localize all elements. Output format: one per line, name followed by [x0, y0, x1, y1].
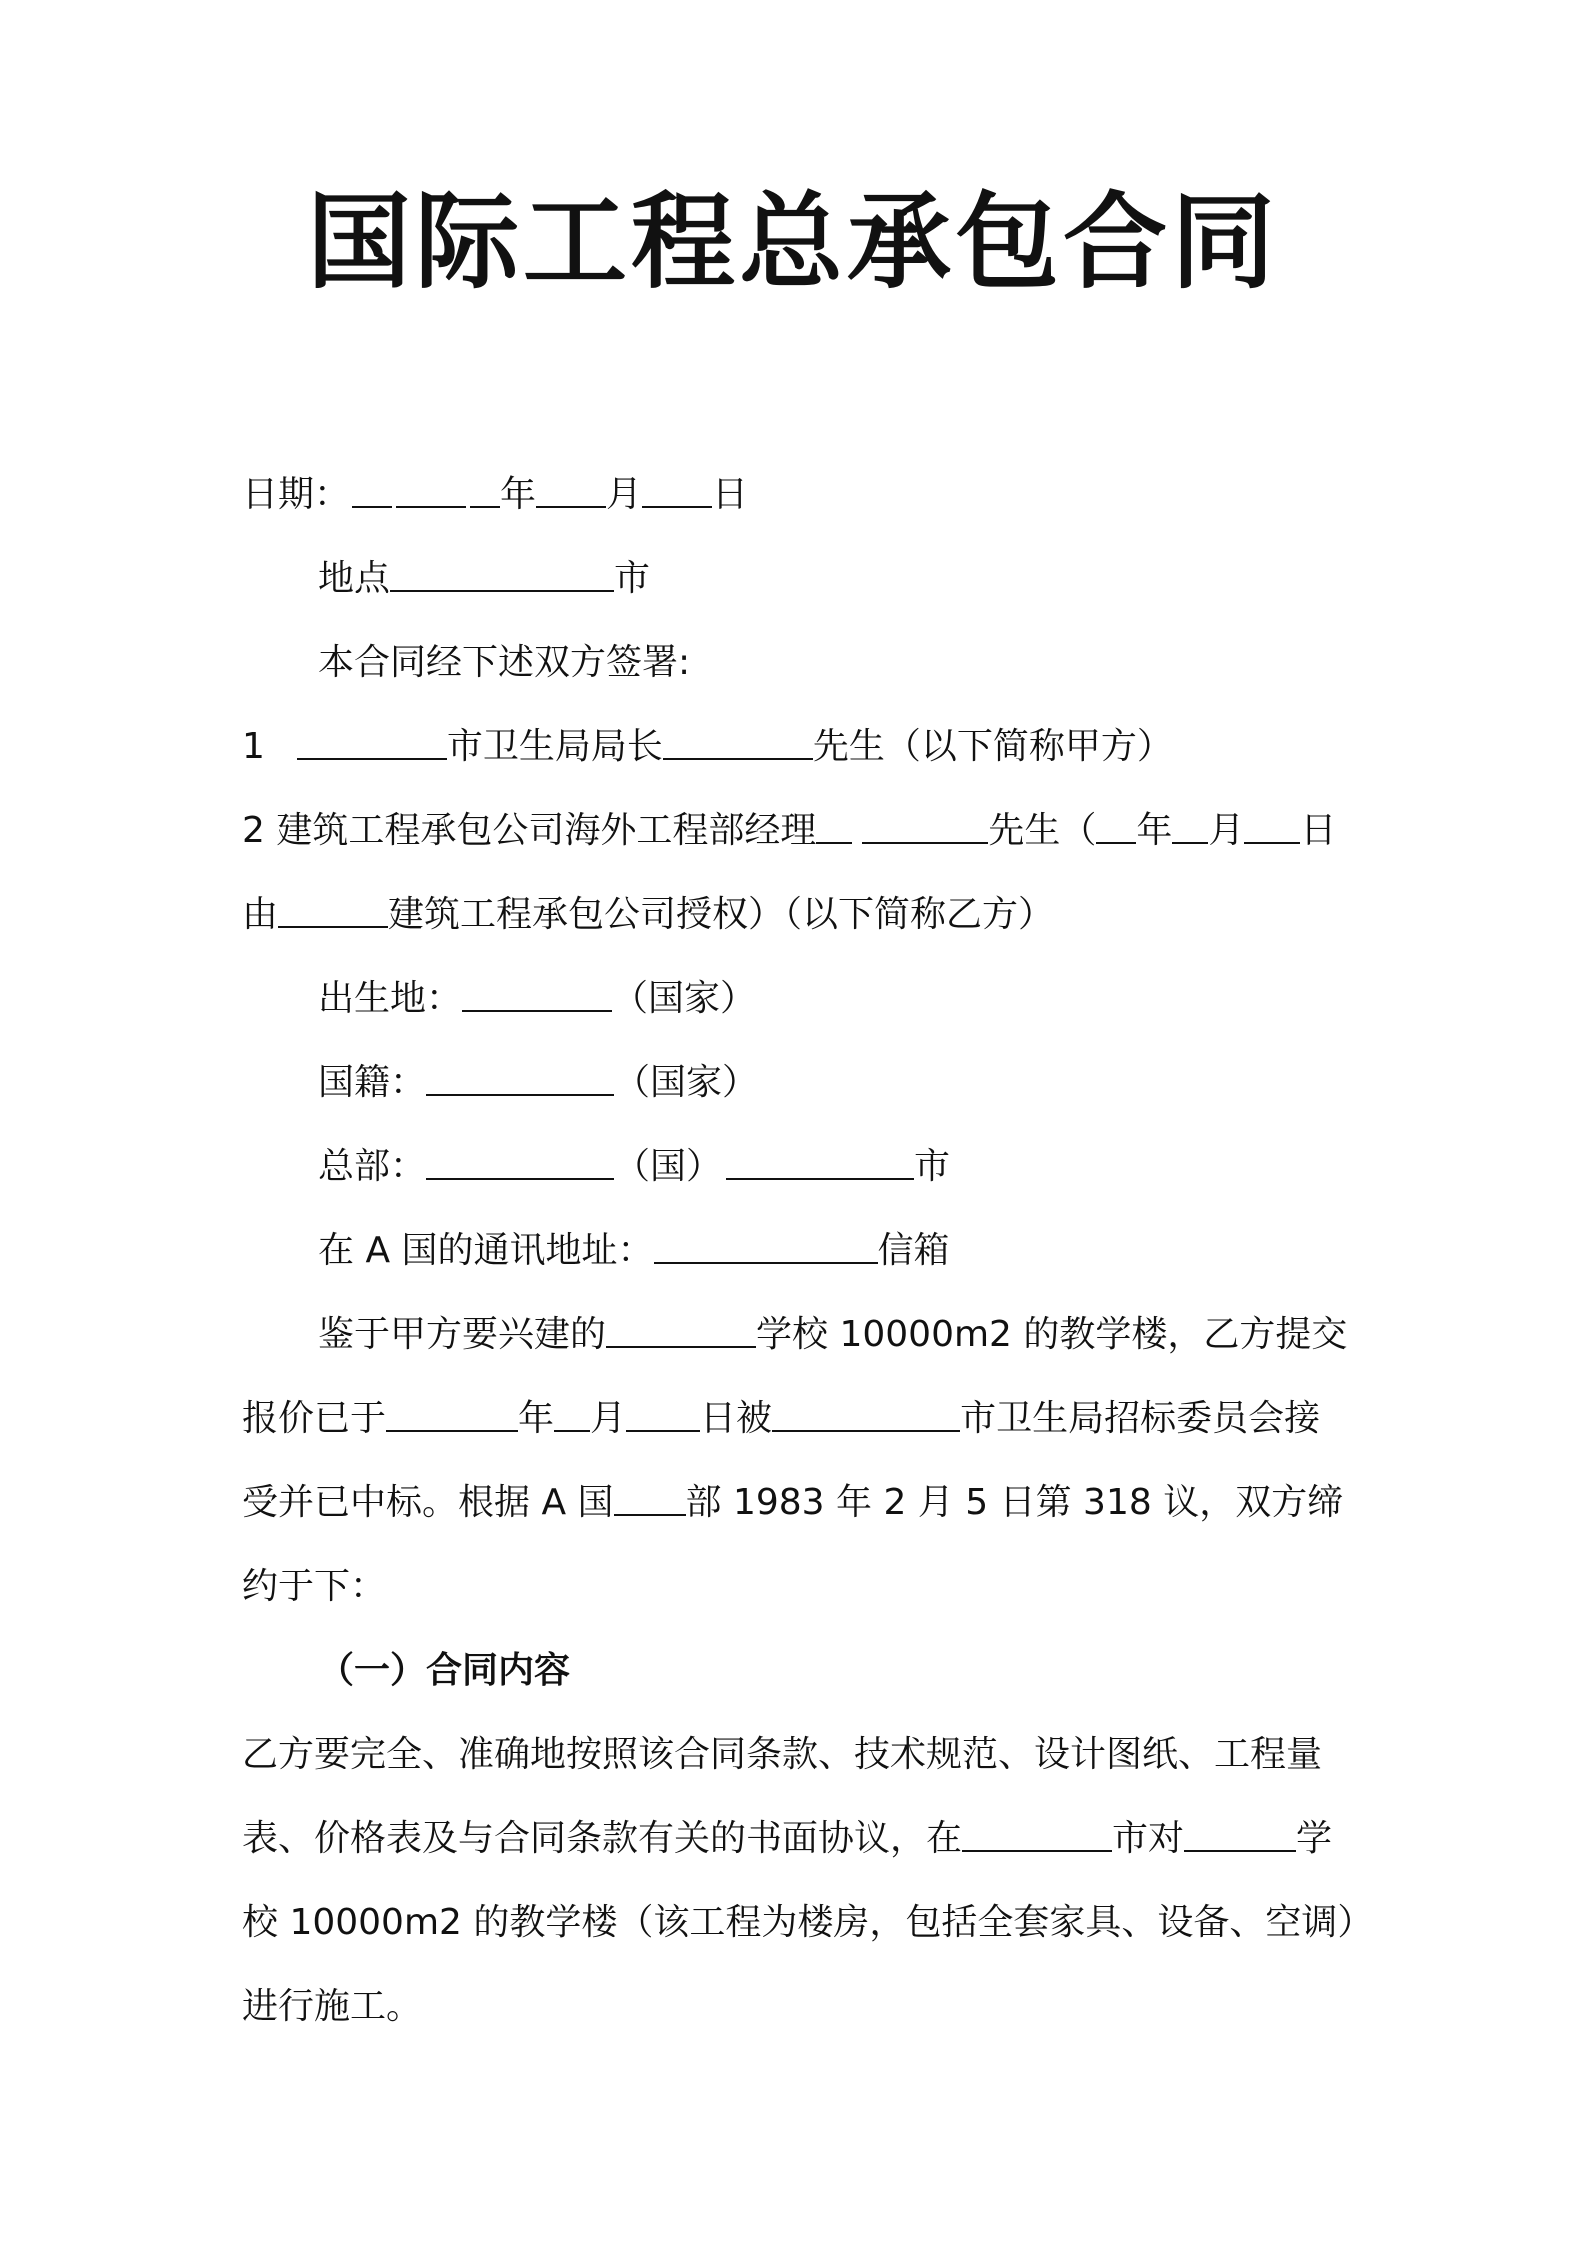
party-b-month: 月 [1208, 810, 1245, 851]
authorization-line [242, 890, 1054, 940]
party-b-day: 日 [1300, 810, 1337, 851]
month-label: 月 [606, 474, 643, 515]
party-b-year: 年 [1136, 810, 1173, 851]
headquarters-country: （国） [614, 1146, 723, 1187]
birthplace-line [318, 974, 756, 1024]
whereas-day: 日被 [700, 1398, 773, 1439]
whereas-text-1a: 鉴于甲方要兴建的 [318, 1314, 607, 1355]
year-label: 年 [500, 474, 537, 515]
birthplace-label: 出生地： [318, 978, 463, 1019]
mailbox-label: 信箱 [877, 1230, 950, 1271]
whereas-line-3 [242, 1478, 1343, 1528]
headquarters-city: 市 [914, 1146, 951, 1187]
whereas-year: 年 [518, 1398, 555, 1439]
whereas-line-2 [242, 1394, 1320, 1444]
whereas-month: 月 [590, 1398, 627, 1439]
content-line-1: 乙方要完全、准确地按照该合同条款、技术规范、设计图纸、工程量 [242, 1734, 1323, 1775]
address-line [318, 1226, 950, 1276]
date-label: 日期： [242, 474, 351, 515]
whereas-text-3a: 受并已中标。根据 A 国 [242, 1482, 614, 1523]
party-b-mr: 先生（ [988, 810, 1097, 851]
whereas-text-2a: 报价已于 [242, 1398, 387, 1439]
party-a-suffix: 先生（以下简称甲方） [812, 726, 1173, 767]
content-city: 市对 [1112, 1818, 1185, 1859]
party-b-line [242, 806, 1336, 856]
whereas-text-2b: 市卫生局招标委员会接 [960, 1398, 1321, 1439]
content-line-4: 进行施工。 [242, 1986, 423, 2027]
party-a-title: 市卫生局局长 [446, 726, 663, 767]
party-a-number: 1 [242, 726, 265, 767]
place-line [318, 554, 650, 604]
address-label: 在 A 国的通讯地址： [318, 1230, 654, 1271]
whereas-text-3b: 部 1983 年 2 月 5 日第 318 议，双方缔 [685, 1482, 1344, 1523]
content-school: 学 [1296, 1818, 1333, 1859]
party-a-line [242, 722, 1173, 772]
section-heading: （一）合同内容 [318, 1650, 571, 1691]
birthplace-country: （国家） [612, 978, 757, 1019]
authorization-text: 建筑工程承包公司授权）（以下简称乙方） [388, 894, 1055, 935]
whereas-line-4: 约于下： [242, 1566, 387, 1607]
city-label: 市 [614, 558, 651, 599]
content-line-3: 校 10000m2 的教学楼（该工程为楼房，包括全套家具、设备、空调） [242, 1902, 1374, 1943]
signing-intro: 本合同经下述双方签署: [318, 642, 691, 683]
authorization-prefix: 由 [242, 894, 279, 935]
whereas-text-1b: 学校 10000m2 的教学楼，乙方提交 [756, 1314, 1348, 1355]
content-line-2 [242, 1814, 1332, 1864]
place-label: 地点 [318, 558, 391, 599]
day-label: 日 [712, 474, 749, 515]
party-b-title: 2 建筑工程承包公司海外工程部经理 [242, 810, 817, 851]
document-title: 国际工程总承包合同 [306, 181, 1279, 303]
nationality-label: 国籍： [318, 1062, 427, 1103]
nationality-country: （国家） [614, 1062, 759, 1103]
content-text-2a: 表、价格表及与合同条款有关的书面协议，在 [242, 1818, 963, 1859]
nationality-line [318, 1058, 758, 1108]
headquarters-label: 总部： [318, 1146, 427, 1187]
date-line [242, 470, 748, 520]
whereas-line-1 [318, 1310, 1347, 1360]
headquarters-line [318, 1142, 950, 1192]
